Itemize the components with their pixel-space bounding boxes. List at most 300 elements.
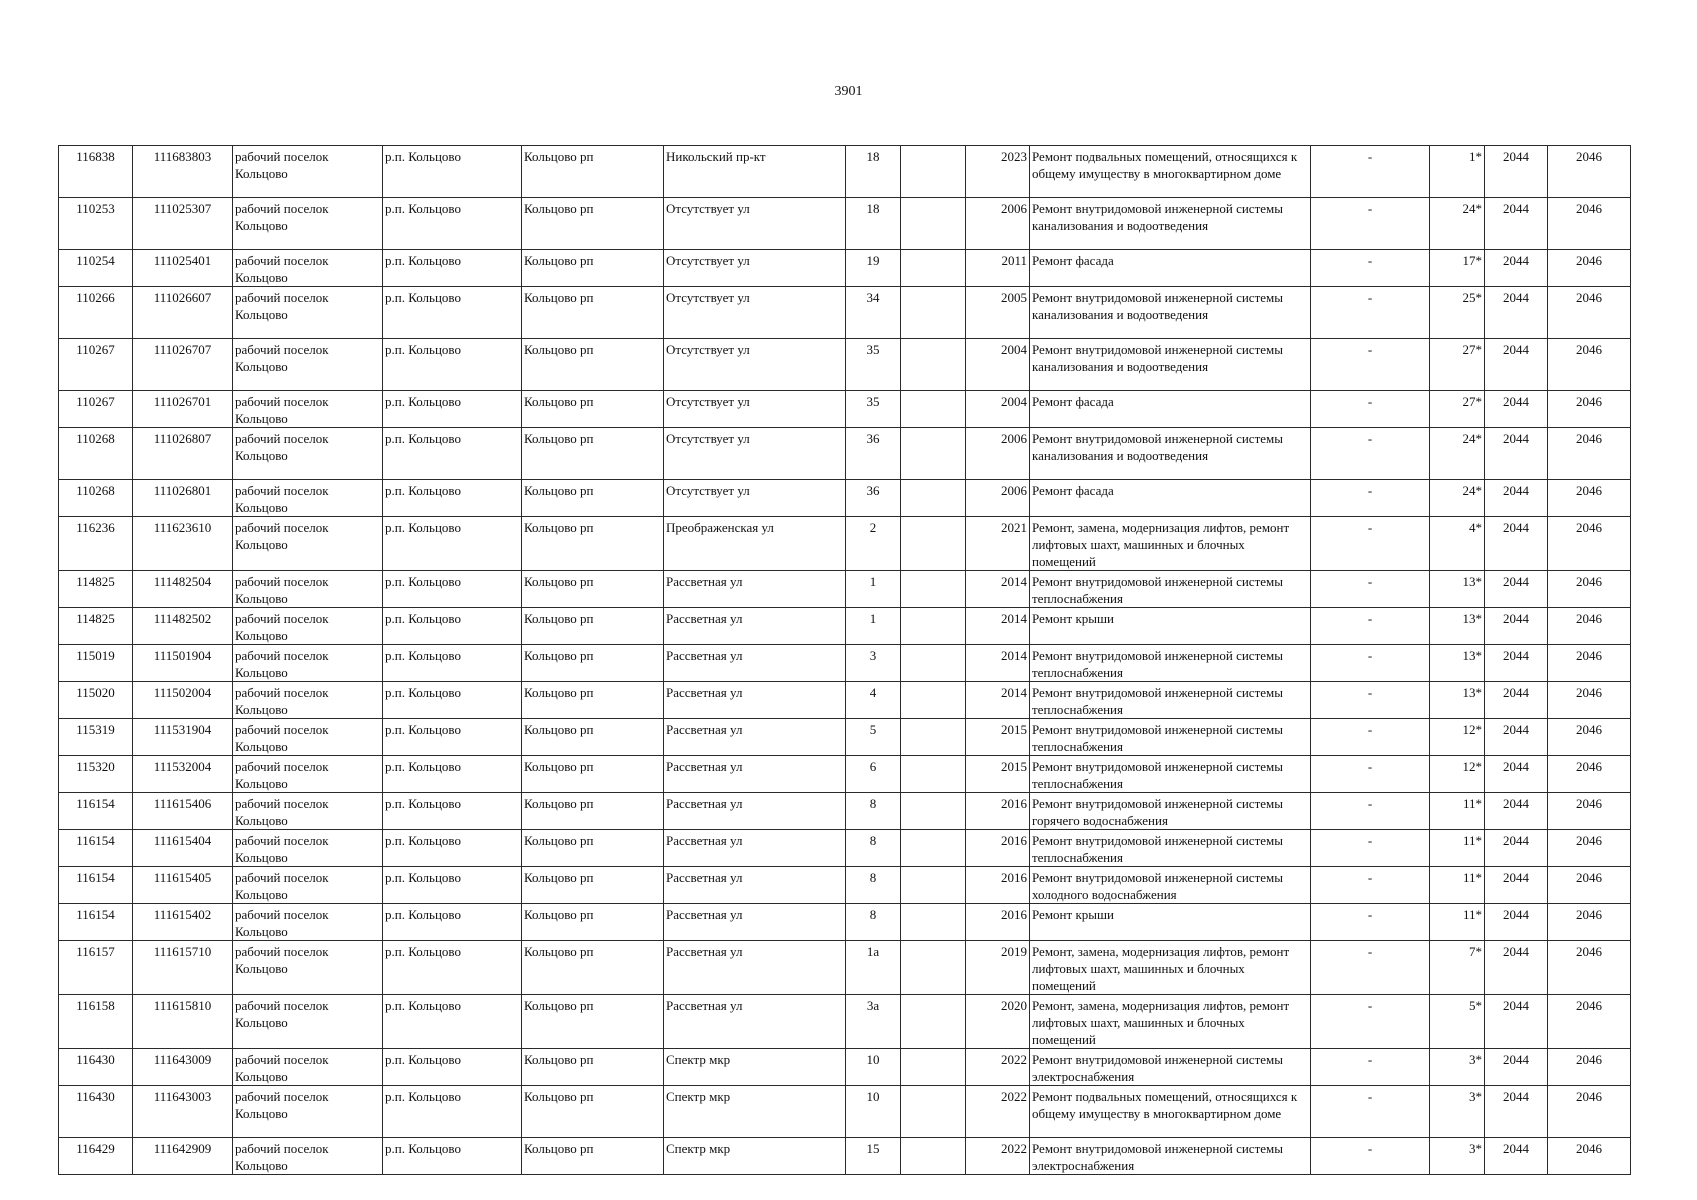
- cell-house-number: 2: [846, 517, 901, 571]
- cell-settlement: р.п. Кольцово: [383, 1138, 522, 1175]
- cell-locality: Кольцово рп: [522, 793, 664, 830]
- cell-work-type: Ремонт внутридомовой инженерной системы теплоснабжения: [1030, 645, 1311, 682]
- cell-plan-end: 2046: [1548, 480, 1631, 517]
- cell-work-id: 111615402: [133, 904, 233, 941]
- cell-year: 2020: [966, 995, 1030, 1049]
- cell-work-id: 111615405: [133, 867, 233, 904]
- cell-work-type: Ремонт внутридомовой инженерной системы теплоснабжения: [1030, 682, 1311, 719]
- cell-plan-end: 2046: [1548, 517, 1631, 571]
- cell-house-number: 3а: [846, 995, 901, 1049]
- cell-priority: 13*: [1430, 645, 1485, 682]
- cell-cost: -: [1311, 645, 1430, 682]
- cell-year: 2011: [966, 250, 1030, 287]
- cell-house-id: 116430: [59, 1086, 133, 1138]
- cell-cost: -: [1311, 1138, 1430, 1175]
- cell-house-number: 18: [846, 146, 901, 198]
- cell-settlement: р.п. Кольцово: [383, 339, 522, 391]
- cell-priority: 24*: [1430, 428, 1485, 480]
- cell-locality: Кольцово рп: [522, 756, 664, 793]
- cell-house-id: 116154: [59, 793, 133, 830]
- cell-priority: 3*: [1430, 1086, 1485, 1138]
- cell-work-type: Ремонт крыши: [1030, 904, 1311, 941]
- cell-plan-start: 2044: [1485, 1138, 1548, 1175]
- cell-municipality: рабочий поселок Кольцово: [233, 682, 383, 719]
- cell-municipality: рабочий поселок Кольцово: [233, 198, 383, 250]
- cell-work-id: 111501904: [133, 645, 233, 682]
- cell-plan-end: 2046: [1548, 682, 1631, 719]
- cell-priority: 11*: [1430, 904, 1485, 941]
- table-row: [59, 1138, 1631, 1175]
- cell-plan-start: 2044: [1485, 250, 1548, 287]
- cell-building: [901, 146, 966, 198]
- cell-street: Рассветная ул: [664, 830, 846, 867]
- cell-priority: 13*: [1430, 608, 1485, 645]
- cell-house-number: 35: [846, 391, 901, 428]
- cell-cost: -: [1311, 198, 1430, 250]
- cell-priority: 13*: [1430, 682, 1485, 719]
- cell-house-id: 116838: [59, 146, 133, 198]
- cell-house-id: 110268: [59, 480, 133, 517]
- cell-work-type: Ремонт внутридомовой инженерной системы теплоснабжения: [1030, 719, 1311, 756]
- cell-priority: 11*: [1430, 867, 1485, 904]
- table-row: [59, 517, 1631, 571]
- cell-settlement: р.п. Кольцово: [383, 480, 522, 517]
- cell-plan-start: 2044: [1485, 571, 1548, 608]
- cell-work-type: Ремонт внутридомовой инженерной системы канализования и водоотведения: [1030, 339, 1311, 391]
- cell-cost: -: [1311, 867, 1430, 904]
- cell-plan-end: 2046: [1548, 995, 1631, 1049]
- cell-house-number: 1: [846, 571, 901, 608]
- cell-municipality: рабочий поселок Кольцово: [233, 645, 383, 682]
- cell-plan-start: 2044: [1485, 756, 1548, 793]
- cell-municipality: рабочий поселок Кольцово: [233, 1049, 383, 1086]
- cell-municipality: рабочий поселок Кольцово: [233, 391, 383, 428]
- cell-plan-start: 2044: [1485, 287, 1548, 339]
- cell-cost: -: [1311, 830, 1430, 867]
- cell-street: Рассветная ул: [664, 941, 846, 995]
- cell-priority: 1*: [1430, 146, 1485, 198]
- cell-house-number: 36: [846, 480, 901, 517]
- cell-plan-start: 2044: [1485, 391, 1548, 428]
- cell-house-number: 8: [846, 867, 901, 904]
- cell-year: 2006: [966, 428, 1030, 480]
- cell-building: [901, 480, 966, 517]
- cell-municipality: рабочий поселок Кольцово: [233, 339, 383, 391]
- cell-house-number: 35: [846, 339, 901, 391]
- cell-house-id: 115020: [59, 682, 133, 719]
- cell-municipality: рабочий поселок Кольцово: [233, 719, 383, 756]
- cell-locality: Кольцово рп: [522, 719, 664, 756]
- cell-work-type: Ремонт внутридомовой инженерной системы электроснабжения: [1030, 1049, 1311, 1086]
- cell-plan-start: 2044: [1485, 146, 1548, 198]
- cell-work-type: Ремонт внутридомовой инженерной системы электроснабжения: [1030, 1138, 1311, 1175]
- cell-plan-end: 2046: [1548, 645, 1631, 682]
- cell-priority: 7*: [1430, 941, 1485, 995]
- cell-locality: Кольцово рп: [522, 1049, 664, 1086]
- cell-house-number: 4: [846, 682, 901, 719]
- cell-settlement: р.п. Кольцово: [383, 146, 522, 198]
- cell-plan-end: 2046: [1548, 428, 1631, 480]
- cell-building: [901, 517, 966, 571]
- cell-street: Рассветная ул: [664, 756, 846, 793]
- cell-house-number: 8: [846, 830, 901, 867]
- cell-priority: 3*: [1430, 1049, 1485, 1086]
- cell-street: Отсутствует ул: [664, 287, 846, 339]
- cell-plan-end: 2046: [1548, 941, 1631, 995]
- cell-house-number: 10: [846, 1049, 901, 1086]
- cell-street: Отсутствует ул: [664, 250, 846, 287]
- cell-settlement: р.п. Кольцово: [383, 756, 522, 793]
- cell-building: [901, 645, 966, 682]
- cell-work-id: 111615406: [133, 793, 233, 830]
- cell-plan-end: 2046: [1548, 1086, 1631, 1138]
- cell-work-id: 111531904: [133, 719, 233, 756]
- cell-street: Рассветная ул: [664, 995, 846, 1049]
- cell-plan-end: 2046: [1548, 830, 1631, 867]
- cell-street: Рассветная ул: [664, 793, 846, 830]
- cell-plan-end: 2046: [1548, 793, 1631, 830]
- cell-priority: 12*: [1430, 719, 1485, 756]
- cell-street: Рассветная ул: [664, 608, 846, 645]
- cell-plan-start: 2044: [1485, 793, 1548, 830]
- cell-building: [901, 1086, 966, 1138]
- cell-plan-end: 2046: [1548, 1138, 1631, 1175]
- cell-work-type: Ремонт внутридомовой инженерной системы холодного водоснабжения: [1030, 867, 1311, 904]
- cell-building: [901, 428, 966, 480]
- cell-settlement: р.п. Кольцово: [383, 391, 522, 428]
- cell-priority: 3*: [1430, 1138, 1485, 1175]
- cell-plan-start: 2044: [1485, 995, 1548, 1049]
- cell-house-number: 36: [846, 428, 901, 480]
- cell-plan-end: 2046: [1548, 250, 1631, 287]
- cell-year: 2004: [966, 339, 1030, 391]
- cell-plan-start: 2044: [1485, 1049, 1548, 1086]
- cell-municipality: рабочий поселок Кольцово: [233, 904, 383, 941]
- cell-work-id: 111025401: [133, 250, 233, 287]
- cell-work-type: Ремонт, замена, модернизация лифтов, ремонт лифтовых шахт, машинных и блочных помещений: [1030, 941, 1311, 995]
- cell-settlement: р.п. Кольцово: [383, 941, 522, 995]
- cell-settlement: р.п. Кольцово: [383, 645, 522, 682]
- cell-street: Отсутствует ул: [664, 339, 846, 391]
- cell-priority: 17*: [1430, 250, 1485, 287]
- cell-plan-end: 2046: [1548, 1049, 1631, 1086]
- cell-street: Спектр мкр: [664, 1049, 846, 1086]
- cell-year: 2022: [966, 1086, 1030, 1138]
- cell-priority: 4*: [1430, 517, 1485, 571]
- cell-house-id: 110267: [59, 391, 133, 428]
- cell-settlement: р.п. Кольцово: [383, 608, 522, 645]
- cell-work-id: 111623610: [133, 517, 233, 571]
- cell-cost: -: [1311, 287, 1430, 339]
- cell-house-number: 34: [846, 287, 901, 339]
- cell-house-id: 110267: [59, 339, 133, 391]
- cell-work-type: Ремонт фасада: [1030, 250, 1311, 287]
- cell-municipality: рабочий поселок Кольцово: [233, 146, 383, 198]
- cell-building: [901, 339, 966, 391]
- table-row: [59, 867, 1631, 904]
- cell-settlement: р.п. Кольцово: [383, 571, 522, 608]
- cell-plan-end: 2046: [1548, 904, 1631, 941]
- cell-settlement: р.п. Кольцово: [383, 250, 522, 287]
- cell-plan-start: 2044: [1485, 480, 1548, 517]
- table-row: [59, 250, 1631, 287]
- cell-year: 2015: [966, 756, 1030, 793]
- table-row: [59, 1049, 1631, 1086]
- cell-municipality: рабочий поселок Кольцово: [233, 995, 383, 1049]
- cell-cost: -: [1311, 793, 1430, 830]
- cell-building: [901, 571, 966, 608]
- cell-plan-start: 2044: [1485, 719, 1548, 756]
- cell-house-id: 110253: [59, 198, 133, 250]
- cell-house-number: 8: [846, 904, 901, 941]
- cell-street: Рассветная ул: [664, 904, 846, 941]
- cell-house-id: 116158: [59, 995, 133, 1049]
- cell-settlement: р.п. Кольцово: [383, 198, 522, 250]
- cell-house-number: 3: [846, 645, 901, 682]
- cell-year: 2016: [966, 830, 1030, 867]
- cell-cost: -: [1311, 146, 1430, 198]
- cell-plan-start: 2044: [1485, 428, 1548, 480]
- cell-plan-start: 2044: [1485, 645, 1548, 682]
- cell-building: [901, 250, 966, 287]
- capital-repair-table: [58, 145, 1631, 1175]
- cell-locality: Кольцово рп: [522, 517, 664, 571]
- cell-work-id: 111026807: [133, 428, 233, 480]
- cell-work-type: Ремонт крыши: [1030, 608, 1311, 645]
- cell-house-number: 19: [846, 250, 901, 287]
- cell-settlement: р.п. Кольцово: [383, 719, 522, 756]
- cell-year: 2016: [966, 793, 1030, 830]
- cell-priority: 11*: [1430, 830, 1485, 867]
- cell-settlement: р.п. Кольцово: [383, 517, 522, 571]
- cell-street: Отсутствует ул: [664, 480, 846, 517]
- cell-street: Рассветная ул: [664, 682, 846, 719]
- cell-building: [901, 904, 966, 941]
- cell-house-id: 116429: [59, 1138, 133, 1175]
- cell-plan-start: 2044: [1485, 517, 1548, 571]
- cell-street: Рассветная ул: [664, 645, 846, 682]
- cell-street: Рассветная ул: [664, 571, 846, 608]
- cell-priority: 13*: [1430, 571, 1485, 608]
- cell-locality: Кольцово рп: [522, 250, 664, 287]
- cell-plan-start: 2044: [1485, 682, 1548, 719]
- cell-plan-start: 2044: [1485, 904, 1548, 941]
- cell-cost: -: [1311, 339, 1430, 391]
- cell-cost: -: [1311, 1049, 1430, 1086]
- cell-cost: -: [1311, 719, 1430, 756]
- cell-municipality: рабочий поселок Кольцово: [233, 1086, 383, 1138]
- cell-work-id: 111643003: [133, 1086, 233, 1138]
- cell-work-id: 111502004: [133, 682, 233, 719]
- cell-work-id: 111683803: [133, 146, 233, 198]
- cell-cost: -: [1311, 517, 1430, 571]
- cell-plan-end: 2046: [1548, 198, 1631, 250]
- cell-work-type: Ремонт подвальных помещений, относящихся к общему имуществу в многоквартирном доме: [1030, 1086, 1311, 1138]
- cell-work-id: 111482504: [133, 571, 233, 608]
- table-row: [59, 571, 1631, 608]
- table-row: [59, 645, 1631, 682]
- cell-locality: Кольцово рп: [522, 830, 664, 867]
- cell-year: 2006: [966, 198, 1030, 250]
- cell-cost: -: [1311, 480, 1430, 517]
- cell-work-id: 111026607: [133, 287, 233, 339]
- cell-settlement: р.п. Кольцово: [383, 287, 522, 339]
- cell-municipality: рабочий поселок Кольцово: [233, 608, 383, 645]
- table-row: [59, 719, 1631, 756]
- cell-cost: -: [1311, 1086, 1430, 1138]
- cell-work-type: Ремонт, замена, модернизация лифтов, ремонт лифтовых шахт, машинных и блочных помещений: [1030, 517, 1311, 571]
- cell-work-id: 111643009: [133, 1049, 233, 1086]
- cell-plan-end: 2046: [1548, 391, 1631, 428]
- cell-year: 2006: [966, 480, 1030, 517]
- cell-plan-start: 2044: [1485, 198, 1548, 250]
- cell-cost: -: [1311, 995, 1430, 1049]
- cell-cost: -: [1311, 682, 1430, 719]
- cell-building: [901, 1138, 966, 1175]
- cell-priority: 27*: [1430, 391, 1485, 428]
- cell-locality: Кольцово рп: [522, 1086, 664, 1138]
- cell-year: 2004: [966, 391, 1030, 428]
- cell-building: [901, 1049, 966, 1086]
- cell-house-id: 115320: [59, 756, 133, 793]
- cell-municipality: рабочий поселок Кольцово: [233, 571, 383, 608]
- cell-priority: 12*: [1430, 756, 1485, 793]
- cell-municipality: рабочий поселок Кольцово: [233, 941, 383, 995]
- cell-cost: -: [1311, 904, 1430, 941]
- cell-building: [901, 995, 966, 1049]
- cell-cost: -: [1311, 608, 1430, 645]
- cell-work-type: Ремонт внутридомовой инженерной системы горячего водоснабжения: [1030, 793, 1311, 830]
- cell-year: 2005: [966, 287, 1030, 339]
- cell-municipality: рабочий поселок Кольцово: [233, 480, 383, 517]
- cell-house-id: 115019: [59, 645, 133, 682]
- cell-work-type: Ремонт фасада: [1030, 480, 1311, 517]
- cell-year: 2022: [966, 1049, 1030, 1086]
- cell-locality: Кольцово рп: [522, 941, 664, 995]
- cell-house-number: 1а: [846, 941, 901, 995]
- cell-building: [901, 198, 966, 250]
- cell-year: 2021: [966, 517, 1030, 571]
- table-row: [59, 391, 1631, 428]
- cell-settlement: р.п. Кольцово: [383, 682, 522, 719]
- cell-plan-end: 2046: [1548, 719, 1631, 756]
- cell-work-id: 111532004: [133, 756, 233, 793]
- cell-work-type: Ремонт внутридомовой инженерной системы теплоснабжения: [1030, 571, 1311, 608]
- table-row: [59, 428, 1631, 480]
- cell-priority: 5*: [1430, 995, 1485, 1049]
- cell-municipality: рабочий поселок Кольцово: [233, 756, 383, 793]
- cell-locality: Кольцово рп: [522, 339, 664, 391]
- cell-locality: Кольцово рп: [522, 391, 664, 428]
- cell-settlement: р.п. Кольцово: [383, 1086, 522, 1138]
- cell-house-number: 10: [846, 1086, 901, 1138]
- table-row: [59, 904, 1631, 941]
- cell-house-id: 116157: [59, 941, 133, 995]
- cell-street: Отсутствует ул: [664, 428, 846, 480]
- cell-house-id: 116236: [59, 517, 133, 571]
- cell-plan-end: 2046: [1548, 608, 1631, 645]
- cell-municipality: рабочий поселок Кольцово: [233, 1138, 383, 1175]
- table-row: [59, 339, 1631, 391]
- cell-plan-start: 2044: [1485, 830, 1548, 867]
- cell-work-type: Ремонт внутридомовой инженерной системы канализования и водоотведения: [1030, 287, 1311, 339]
- cell-house-number: 5: [846, 719, 901, 756]
- cell-locality: Кольцово рп: [522, 682, 664, 719]
- cell-building: [901, 391, 966, 428]
- cell-priority: 25*: [1430, 287, 1485, 339]
- cell-cost: -: [1311, 571, 1430, 608]
- cell-locality: Кольцово рп: [522, 428, 664, 480]
- cell-plan-start: 2044: [1485, 867, 1548, 904]
- cell-year: 2019: [966, 941, 1030, 995]
- cell-plan-start: 2044: [1485, 1086, 1548, 1138]
- cell-locality: Кольцово рп: [522, 645, 664, 682]
- cell-work-type: Ремонт подвальных помещений, относящихся к общему имуществу в многоквартирном доме: [1030, 146, 1311, 198]
- cell-street: Отсутствует ул: [664, 391, 846, 428]
- cell-locality: Кольцово рп: [522, 480, 664, 517]
- cell-work-type: Ремонт фасада: [1030, 391, 1311, 428]
- cell-cost: -: [1311, 941, 1430, 995]
- table-row: [59, 480, 1631, 517]
- cell-plan-end: 2046: [1548, 867, 1631, 904]
- cell-priority: 27*: [1430, 339, 1485, 391]
- cell-locality: Кольцово рп: [522, 995, 664, 1049]
- cell-work-id: 111615810: [133, 995, 233, 1049]
- cell-building: [901, 287, 966, 339]
- table-row: [59, 830, 1631, 867]
- cell-settlement: р.п. Кольцово: [383, 995, 522, 1049]
- cell-plan-start: 2044: [1485, 339, 1548, 391]
- cell-plan-start: 2044: [1485, 941, 1548, 995]
- cell-work-id: 111026701: [133, 391, 233, 428]
- cell-house-id: 110266: [59, 287, 133, 339]
- cell-house-number: 15: [846, 1138, 901, 1175]
- cell-house-number: 8: [846, 793, 901, 830]
- cell-plan-end: 2046: [1548, 146, 1631, 198]
- cell-settlement: р.п. Кольцово: [383, 830, 522, 867]
- table-row: [59, 287, 1631, 339]
- cell-locality: Кольцово рп: [522, 198, 664, 250]
- cell-locality: Кольцово рп: [522, 287, 664, 339]
- cell-house-id: 115319: [59, 719, 133, 756]
- table-row: [59, 995, 1631, 1049]
- table-row: [59, 941, 1631, 995]
- cell-cost: -: [1311, 391, 1430, 428]
- cell-municipality: рабочий поселок Кольцово: [233, 428, 383, 480]
- cell-municipality: рабочий поселок Кольцово: [233, 287, 383, 339]
- cell-plan-end: 2046: [1548, 571, 1631, 608]
- cell-building: [901, 793, 966, 830]
- cell-work-id: 111026801: [133, 480, 233, 517]
- cell-settlement: р.п. Кольцово: [383, 1049, 522, 1086]
- cell-year: 2023: [966, 146, 1030, 198]
- page-number: 3901: [834, 84, 863, 99]
- cell-locality: Кольцово рп: [522, 608, 664, 645]
- cell-priority: 11*: [1430, 793, 1485, 830]
- cell-year: 2016: [966, 867, 1030, 904]
- cell-house-number: 6: [846, 756, 901, 793]
- cell-municipality: рабочий поселок Кольцово: [233, 250, 383, 287]
- cell-year: 2014: [966, 682, 1030, 719]
- cell-cost: -: [1311, 756, 1430, 793]
- cell-settlement: р.п. Кольцово: [383, 793, 522, 830]
- cell-settlement: р.п. Кольцово: [383, 428, 522, 480]
- cell-street: Никольский пр-кт: [664, 146, 846, 198]
- cell-street: Преображенская ул: [664, 517, 846, 571]
- cell-building: [901, 830, 966, 867]
- cell-house-id: 110268: [59, 428, 133, 480]
- cell-building: [901, 682, 966, 719]
